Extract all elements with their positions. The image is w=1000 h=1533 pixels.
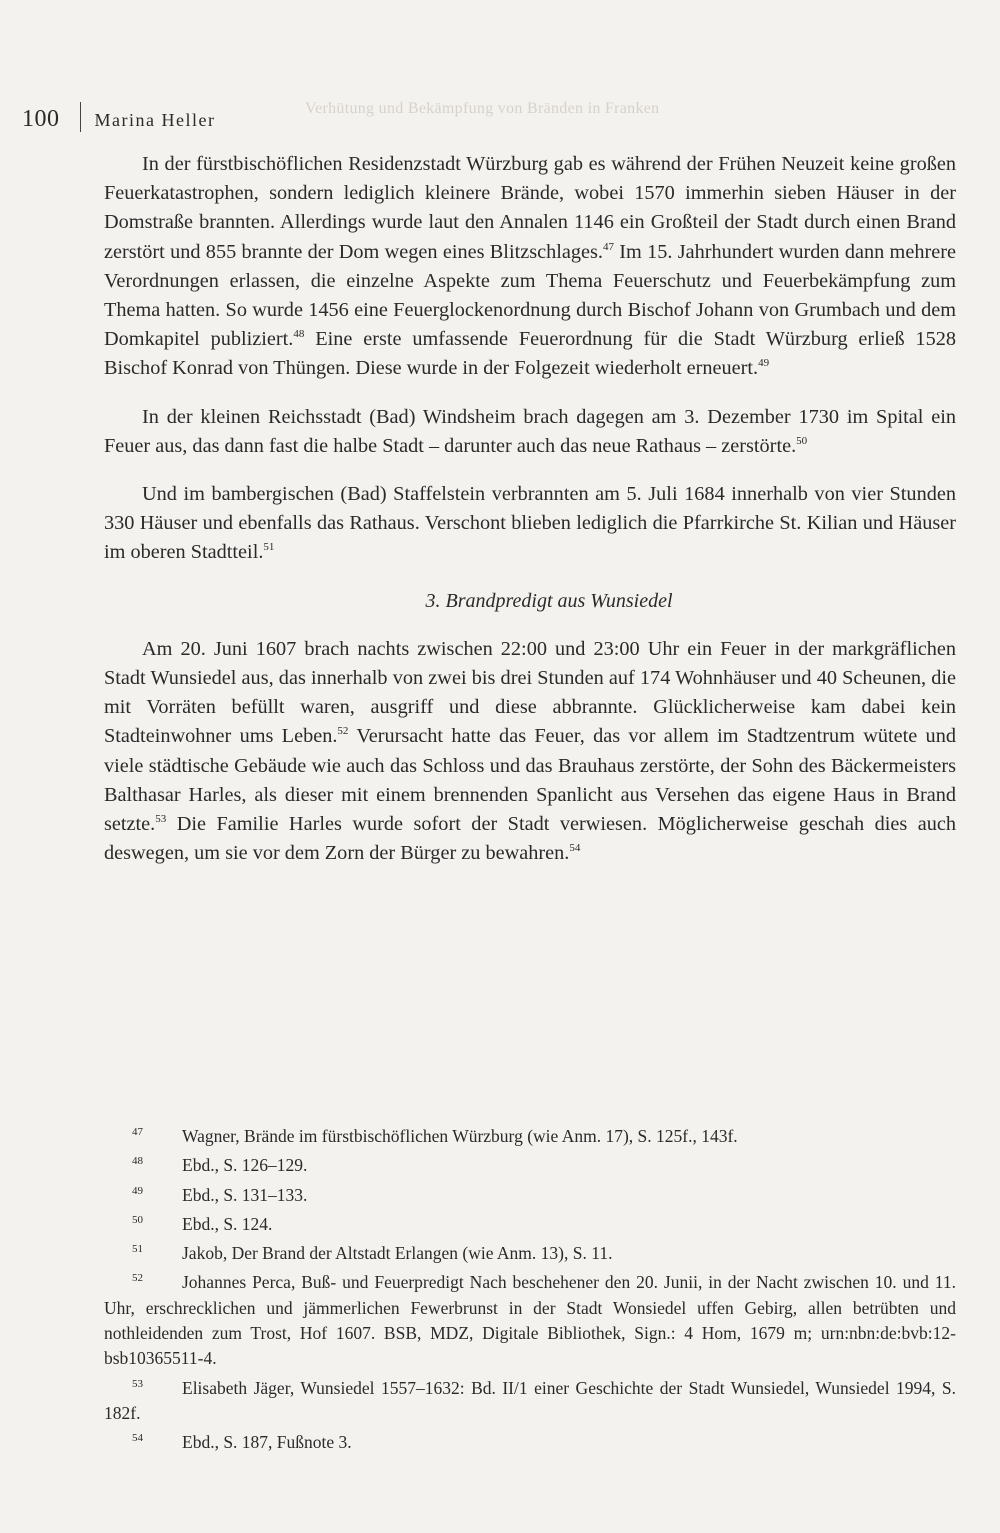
footnote-51: 51 Jakob, Der Brand der Altstadt Erlangen (wie Anm. 13), S. 11. bbox=[132, 1243, 613, 1264]
author-name: Marina Heller bbox=[94, 110, 216, 130]
header-divider bbox=[80, 102, 81, 132]
footnote-ref: 49 bbox=[758, 357, 770, 370]
footnote-ref: 54 bbox=[569, 842, 581, 855]
footnote-53: 53 Elisabeth Jäger, Wunsiedel 1557–1632: Bd. II/1 einer Geschichte der Stadt Wunsiedel, Wunsiedel 1994, S. 182f. bbox=[104, 1377, 956, 1423]
footnote-ref: 50 bbox=[796, 434, 808, 447]
show-through-running-title: Verhütung und Bekämpfung von Bränden in Franken bbox=[305, 100, 660, 117]
paragraph-wunsiedel: Am 20. Juni 1607 brach nachts zwischen 22:00 und 23:00 Uhr ein Feuer in der markgräflichen Stadt Wunsiedel aus, das innerhalb von zwei bis drei Stunden auf 174 Wohnhäuser und 40 Scheunen, die mit Vorräten befüllt waren, ausgriff und diese abbrannte. Glücklicherweise kam dabei kein Stadteinwohner ums Leben.$^{52}$ Verursacht hatte das Feuer, das vor allem im Stadtzentrum wütete und viele städtische Gebäude wie auch das Schloss und das Brauhaus zerstörte, der Sohn des Bäckermeisters Balthasar Harles, als dieser mit einem brennenden Spanlicht aus Versehen das eigene Haus in Brand setzte.$^{53}$ Die Familie Harles wurde sofort der Stadt verwiesen. Möglicherweise geschah dies auch deswegen, um sie vor dem Zorn der Bürger zu bewahren.$^{54}$ bbox=[104, 637, 956, 865]
footnote-47: 47 Wagner, Brände im fürstbischöflichen Würzburg (wie Anm. 17), S. 125f., 143f. bbox=[132, 1126, 738, 1146]
paragraph-windsheim: In der kleinen Reichsstadt (Bad) Windsheim brach dagegen am 3. Dezember 1730 im Spital ein Feuer aus, das dann fast die halbe Stadt – darunter auch das neue Rathaus – zerstörte.$^{50}$ bbox=[104, 405, 956, 457]
paragraph-staffelstein: Und im bambergischen (Bad) Staffelstein verbrannten am 5. Juli 1684 innerhalb von vier Stunden 330 Häuser und ebenfalls das Rathaus. Verschont blieben lediglich die Pfarrkirche St. Kilian und Häuser im oberen Stadtteil.$^{51}$ bbox=[104, 483, 956, 564]
footnote-ref: 48 bbox=[293, 328, 305, 341]
section-heading: 3. Brandpredigt aus Wunsiedel bbox=[425, 589, 673, 612]
footnote-48: 48 Ebd., S. 126–129. bbox=[132, 1155, 308, 1176]
main-text bbox=[104, 150, 956, 887]
footnote-49: 49 Ebd., S. 131–133. bbox=[132, 1184, 308, 1205]
footnote-50: 50 Ebd., S. 124. bbox=[132, 1213, 273, 1234]
footnote-52: 52 Johannes Perca, Buß- und Feuerpredigt Nach beschehener den 20. Junii, in der Nacht zwischen 10. und 11. Uhr, erschrecklichen und jämmerlichen Fewerbrunst in der Stadt Wonsiedel uffen Gebirg, allen betrübten und nothleidenden zum Trost, Hof 1607. BSB, MDZ, Digitale Bibliothek, Sign.: 4 Hom, 1679 m; urn:nbn:de:bvb:12-bsb10365511-4. bbox=[104, 1272, 956, 1369]
page-number: 100 bbox=[22, 106, 60, 132]
footnote-ref: 52 bbox=[337, 725, 349, 738]
footnotes bbox=[104, 1124, 956, 1460]
footnote-ref: 47 bbox=[603, 240, 614, 253]
footnote-54: 54 Ebd., S. 187, Fußnote 3. bbox=[132, 1432, 352, 1453]
footnote-ref: 51 bbox=[263, 541, 275, 554]
paragraph-wuerzburg: In der fürstbischöflichen Residenzstadt Würzburg gab es während der Frühen Neuzeit keine großen Feuerkatastrophen, sondern lediglich kleinere Brände, wobei 1570 immerhin sieben Häuser in der Domstraße brannten. Allerdings wurde laut den Annalen 1146 ein Großteil der Stadt durch einen Brand zerstört und 855 brannte der Dom wegen eines Blitzschlages.$^{47}$ Im 15. Jahrhundert wurden dann mehrere Verordnungen erlassen, die einzelne Aspekte zum Thema Feuerschutz und Feuerbekämpfung zum Thema hatten. So wurde 1456 eine Feuerglockenordnung durch Bischof Johann von Grumbach und dem Domkapitel publiziert.$^{48}$ Eine erste umfassende Feuerordnung für die Stadt Würzburg erließ 1528 Bischof Konrad von Thüngen. Diese wurde in der Folgezeit wiederholt erneuert.$^{49}$ bbox=[104, 153, 956, 380]
footnote-ref: 53 bbox=[155, 813, 167, 826]
